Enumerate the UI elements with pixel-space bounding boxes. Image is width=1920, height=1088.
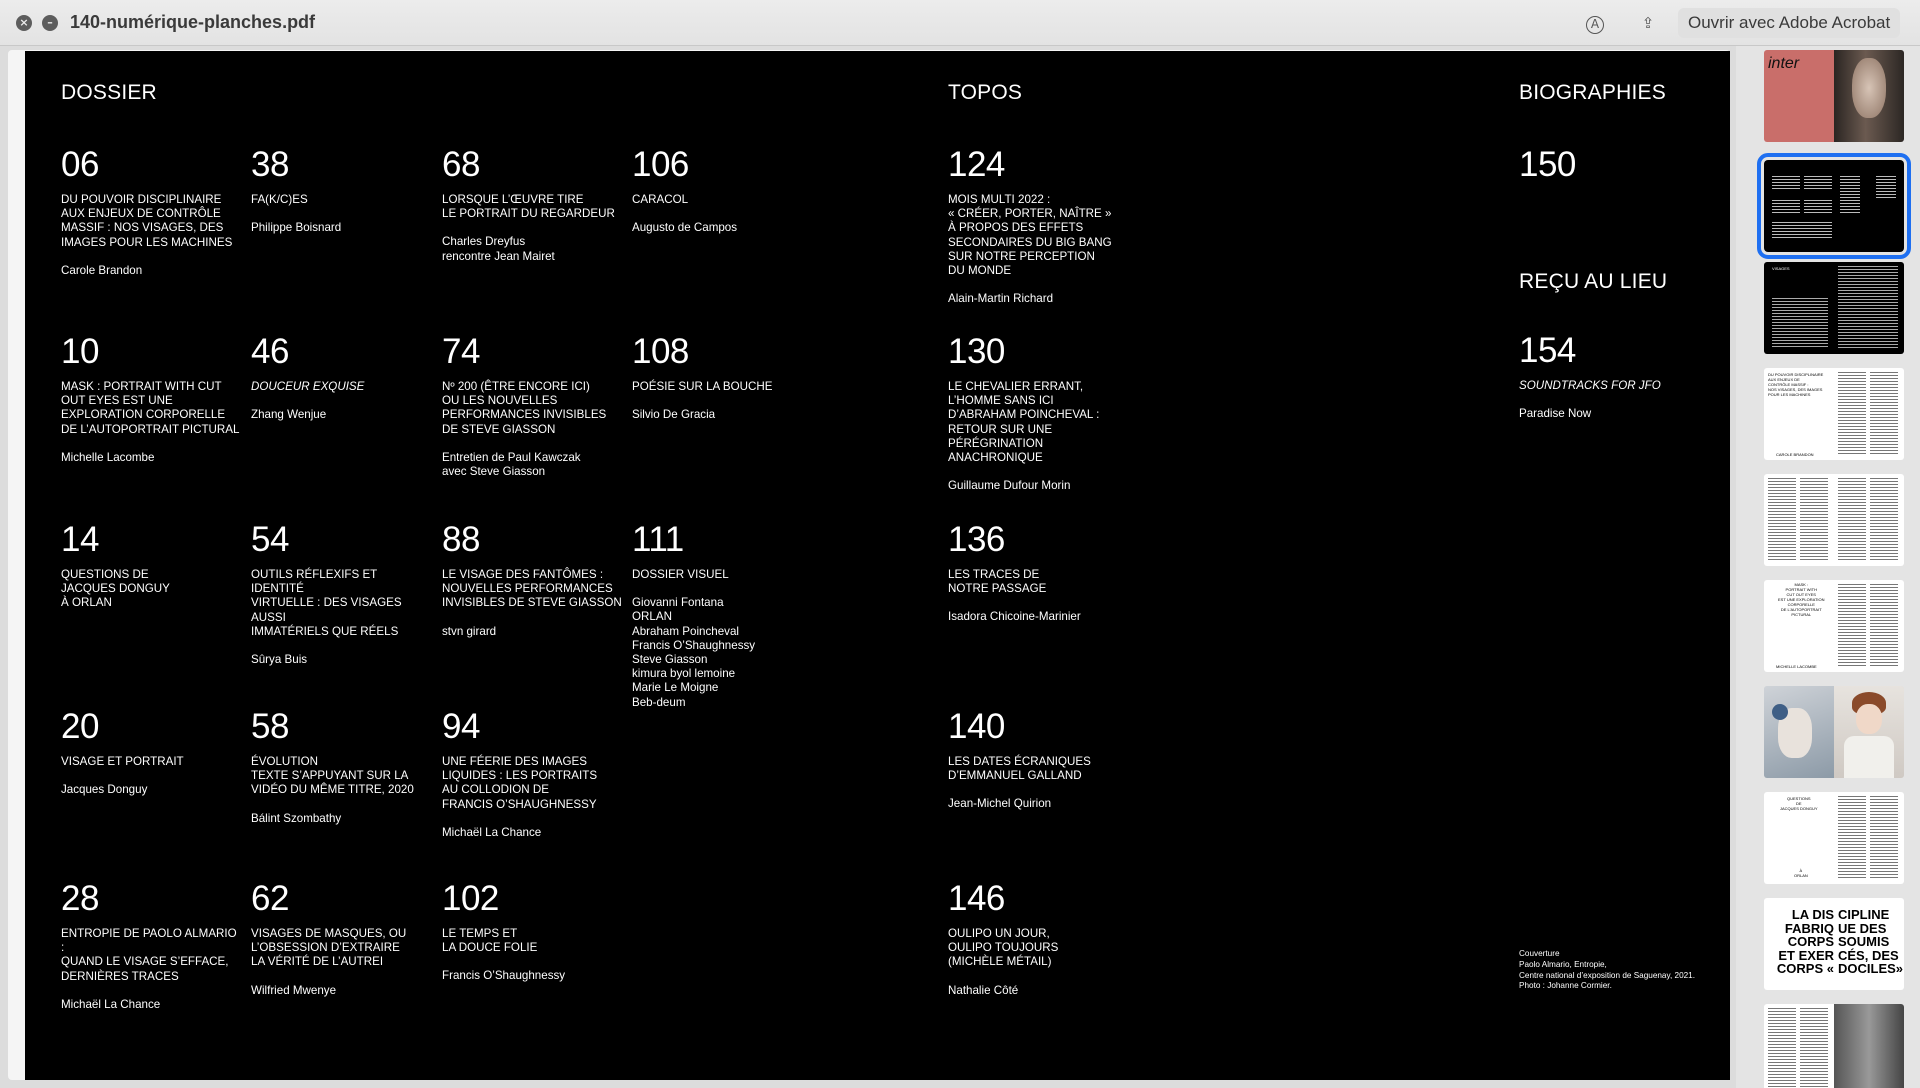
toc-mini (1772, 222, 1832, 240)
toc-entry[interactable] (1519, 333, 1699, 421)
toc-entry[interactable] (61, 522, 241, 611)
toc-entry[interactable] (1519, 147, 1699, 193)
entry-author: Bálint Szombathy (251, 811, 342, 825)
page-number: 140 (948, 707, 1005, 746)
toc-entry[interactable] (948, 522, 1128, 625)
thumb-title: MASK : PORTRAIT WITH CUT OUT EYES EST UNE EXPLORATION CORPORELLE DE L’AUTOPORTRAIT PICTURAL (1778, 582, 1825, 617)
hide-button[interactable]: – (42, 15, 58, 31)
page-number: 146 (948, 879, 1005, 918)
open-with-acrobat-button[interactable]: Ouvrir avec Adobe Acrobat (1678, 8, 1900, 38)
toc-entry[interactable] (632, 522, 812, 710)
text-block (1772, 298, 1828, 348)
close-window-button[interactable]: × (16, 15, 32, 31)
entry-title: LE TEMPS ET LA DOUCE FOLIE (442, 927, 538, 955)
toc-mini (1876, 176, 1896, 198)
toc-entry[interactable] (948, 147, 1128, 306)
photo-shirt (1844, 736, 1894, 778)
thumbnail-page-8[interactable] (1764, 792, 1904, 884)
thumb-author: MICHELLE LACOMBE (1776, 664, 1817, 669)
page-number: 74 (442, 332, 480, 371)
page-number: 94 (442, 707, 480, 746)
entry-title: POÉSIE SUR LA BOUCHE (632, 380, 773, 393)
thumbnail-page-5[interactable] (1764, 474, 1904, 566)
page-number: 10 (61, 332, 99, 371)
text-block (1838, 796, 1866, 880)
cover-credit: Couverture Paolo Almario, Entropie, Centre national d’exposition de Saguenay, 2021. Photo : Johanne Cormier. (1519, 949, 1696, 991)
entry-title: OULIPO UN JOUR, OULIPO TOUJOURS (MICHÈLE MÉTAIL) (948, 927, 1059, 969)
entry-author: Nathalie Côté (948, 983, 1019, 997)
page-number: 14 (61, 520, 99, 559)
page-number: 154 (1519, 331, 1576, 370)
entry-title: DOUCEUR EXQUISE (251, 380, 365, 393)
entry-title: VISAGE ET PORTRAIT (61, 755, 184, 768)
toc-entry[interactable] (442, 334, 622, 479)
page-number: 58 (251, 707, 289, 746)
thumbnail-page-6[interactable] (1764, 580, 1904, 672)
entry-author: Jean-Michel Quirion (948, 797, 1052, 811)
page-number: 106 (632, 145, 689, 184)
markup-icon[interactable] (1584, 12, 1606, 34)
photo-face (1856, 704, 1882, 734)
page-number: 54 (251, 520, 289, 559)
entry-author: Entretien de Paul Kawczak avec Steve Giasson (442, 450, 581, 479)
entry-author: Philippe Boisnard (251, 221, 342, 235)
toc-entry[interactable] (61, 709, 241, 797)
thumb-title: DU POUVOIR DISCIPLINAIRE AUX ENJEUX DE CONTRÔLE MASSIF : NOS VISAGES, DES IMAGES POUR LES MACHINES (1768, 372, 1824, 397)
entry-title: DOSSIER VISUEL (632, 568, 729, 581)
page-number: 46 (251, 332, 289, 371)
page-number: 136 (948, 520, 1005, 559)
photo-right (1834, 686, 1904, 778)
entry-title: QUESTIONS DE JACQUES DONGUY À ORLAN (61, 568, 170, 610)
text-block (1870, 478, 1898, 562)
entry-author: Michaël La Chance (61, 997, 161, 1011)
page-number: 62 (251, 879, 289, 918)
page-number: 06 (61, 145, 99, 184)
photo-glove (1772, 704, 1788, 720)
entry-title: LE CHEVALIER ERRANT, L’HOMME SANS ICI D’ABRAHAM POINCHEVAL : RETOUR SUR UNE PÉRÉGRINATION ANACHRONIQUE (948, 380, 1100, 465)
entry-author: Alain-Martin Richard (948, 292, 1054, 306)
thumbnail-page-1[interactable] (1764, 50, 1904, 142)
markup-glyph: A (1586, 16, 1604, 34)
title-bar (0, 0, 1920, 46)
thumb-big-text-left: LA DIS FABRIQ CORPS ET EXER CORPS « (1776, 907, 1834, 976)
section-topos: TOPOS (948, 81, 1023, 104)
page-number: 38 (251, 145, 289, 184)
entry-title: MOIS MULTI 2022 : « CRÉER, PORTER, NAÎTRE » À PROPOS DES EFFETS SECONDAIRES DU BIG BANG SUR NOTRE PERCEPTION DU MONDE (948, 193, 1112, 278)
entry-author: stvn girard (442, 624, 497, 638)
entry-title: DU POUVOIR DISCIPLINAIRE AUX ENJEUX DE CONTRÔLE MASSIF : NOS VISAGES, DES IMAGES POUR LES MACHINES (61, 193, 233, 249)
entry-title: CARACOL (632, 193, 689, 206)
entry-author: Michelle Lacombe (61, 450, 155, 464)
entry-author: Wilfried Mwenye (251, 983, 337, 997)
pdf-page (25, 51, 1730, 1080)
text-block (1838, 372, 1866, 456)
thumb-big-text-right: CIPLINE UE DES SOUMIS CÉS, DES DOCILES» (1838, 907, 1904, 976)
thumbnail-page-9[interactable] (1764, 898, 1904, 990)
toc-mini (1840, 176, 1860, 214)
text-block (1768, 478, 1796, 562)
entry-title: SOUNDTRACKS FOR JFO (1519, 379, 1661, 392)
page-number: 28 (61, 879, 99, 918)
toc-entry[interactable] (251, 709, 431, 826)
thumbnail-cover-left (1764, 50, 1834, 142)
entry-author: Zhang Wenjue (251, 408, 327, 422)
entry-author: Carole Brandon (61, 263, 143, 277)
page-number: 88 (442, 520, 480, 559)
entry-author: Giovanni Fontana ORLAN Abraham Poincheval Francis O’Shaughnessy Steve Giasson kimura byol lemoine Marie Le Moigne Beb-deum (632, 596, 756, 709)
entry-author: Michaël La Chance (442, 825, 542, 839)
toc-entry[interactable] (948, 334, 1128, 493)
entry-author: Guillaume Dufour Morin (948, 479, 1071, 493)
photo-right (1834, 1004, 1904, 1088)
toc-entry[interactable] (61, 147, 241, 278)
toc-entry[interactable] (251, 147, 431, 235)
text-block (1870, 584, 1898, 668)
page-number: 102 (442, 879, 499, 918)
text-block (1870, 796, 1898, 880)
text-block (1838, 584, 1866, 668)
toc-entry[interactable] (948, 709, 1128, 812)
toc-entry[interactable] (251, 522, 431, 667)
text-block (1870, 372, 1898, 456)
entry-author: Silvio De Gracia (632, 408, 716, 422)
thumbnail-page-4[interactable] (1764, 368, 1904, 460)
entry-author: Augusto de Campos (632, 221, 738, 235)
entry-title: FA(K/C)ES (251, 193, 308, 206)
toc-entry[interactable] (632, 334, 812, 422)
photo-left (1764, 686, 1834, 778)
thumbnail-sidebar[interactable] (1736, 46, 1920, 1088)
page-number: 124 (948, 145, 1005, 184)
toc-entry[interactable] (61, 334, 241, 465)
toc-entry[interactable] (251, 334, 431, 422)
page-number: 68 (442, 145, 480, 184)
thumbnail-page-3[interactable] (1764, 262, 1904, 354)
thumbnail-page-2[interactable] (1764, 160, 1904, 252)
entry-title: LORSQUE L’ŒUVRE TIRE LE PORTRAIT DU REGARDEUR (442, 193, 615, 221)
text-block (1838, 478, 1866, 562)
entry-title: LES DATES ÉCRANIQUES D’EMMANUEL GALLAND (948, 755, 1091, 783)
toc-entry[interactable] (442, 881, 622, 984)
entry-title: ENTROPIE DE PAOLO ALMARIO : QUAND LE VISAGE S’EFFACE, DERNIÈRES TRACES (61, 927, 237, 983)
entry-title: OUTILS RÉFLEXIFS ET IDENTITÉ VIRTUELLE : DES VISAGES AUSSI IMMATÉRIELS QUE RÉELS (251, 568, 402, 638)
share-icon[interactable]: ⇪ (1641, 14, 1655, 32)
text-block (1768, 1008, 1796, 1088)
toc-mini (1772, 200, 1800, 214)
entry-title: Nº 200 (ÊTRE ENCORE ICI) OU LES NOUVELLES PERFORMANCES INVISIBLES DE STEVE GIASSON (442, 380, 607, 436)
thumb-text: À ORLAN (1794, 868, 1808, 878)
section-dossier: DOSSIER (61, 81, 157, 104)
toc-entry[interactable] (948, 881, 1128, 998)
entry-author: Isadora Chicoine-Marinier (948, 610, 1081, 624)
entry-title: ÉVOLUTION TEXTE S’APPUYANT SUR LA VIDÉO DU MÊME TITRE, 2020 (251, 755, 414, 797)
toc-mini (1804, 176, 1832, 190)
face-image (1852, 58, 1886, 118)
page-number: 150 (1519, 145, 1576, 184)
entry-author: Francis O’Shaughnessy (442, 969, 566, 983)
section-biographies: BIOGRAPHIES (1519, 81, 1666, 104)
text-block (1800, 1008, 1828, 1088)
toc-entry[interactable] (442, 522, 622, 639)
thumbnail-page-10[interactable] (1764, 1004, 1904, 1088)
window-title: 140-numérique-planches.pdf (70, 12, 316, 32)
toc-mini (1772, 176, 1800, 190)
toc-mini (1804, 200, 1832, 214)
toc-entry[interactable] (442, 147, 622, 264)
toc-entry[interactable] (251, 881, 431, 998)
page-number: 108 (632, 332, 689, 371)
entry-title: VISAGES DE MASQUES, OU L’OBSESSION D’EXTRAIRE LA VÉRITÉ DE L’AUTREI (251, 927, 407, 969)
page-number: 130 (948, 332, 1005, 371)
thumbnail-cover-right (1834, 50, 1904, 142)
entry-title: UNE FÉERIE DES IMAGES LIQUIDES : LES PORTRAITS AU COLLODION DE FRANCIS O’SHAUGHNESSY (442, 755, 598, 811)
toc-entry[interactable] (61, 881, 241, 1012)
page-number: 111 (632, 520, 684, 559)
entry-title: LE VISAGE DES FANTÔMES : NOUVELLES PERFORMANCES INVISIBLES DE STEVE GIASSON (442, 568, 622, 610)
entry-author: Sûrya Buis (251, 653, 308, 667)
entry-author: Charles Dreyfus rencontre Jean Mairet (442, 235, 555, 263)
text-block (1800, 478, 1828, 562)
thumb-author: CAROLE BRANDON (1776, 452, 1814, 457)
entry-author: Paradise Now (1519, 407, 1592, 421)
entry-author: Jacques Donguy (61, 783, 148, 797)
toc-entry[interactable] (632, 147, 812, 235)
entry-title: MASK : PORTRAIT WITH CUT OUT EYES EST UNE EXPLORATION CORPORELLE DE L’AUTOPORTRAIT PICTURAL (61, 380, 240, 436)
cover-logo: inter (1768, 55, 1800, 72)
section-recu-au-lieu: REÇU AU LIEU (1519, 270, 1668, 293)
text-block (1838, 266, 1898, 348)
thumb-label: VISAGES (1772, 266, 1790, 271)
entry-title: LES TRACES DE NOTRE PASSAGE (948, 568, 1047, 596)
toc-entry[interactable] (442, 709, 622, 840)
thumbnail-page-7[interactable] (1764, 686, 1904, 778)
thumb-title: QUESTIONS DE JACQUES DONGUY (1780, 796, 1818, 811)
page-number: 20 (61, 707, 99, 746)
